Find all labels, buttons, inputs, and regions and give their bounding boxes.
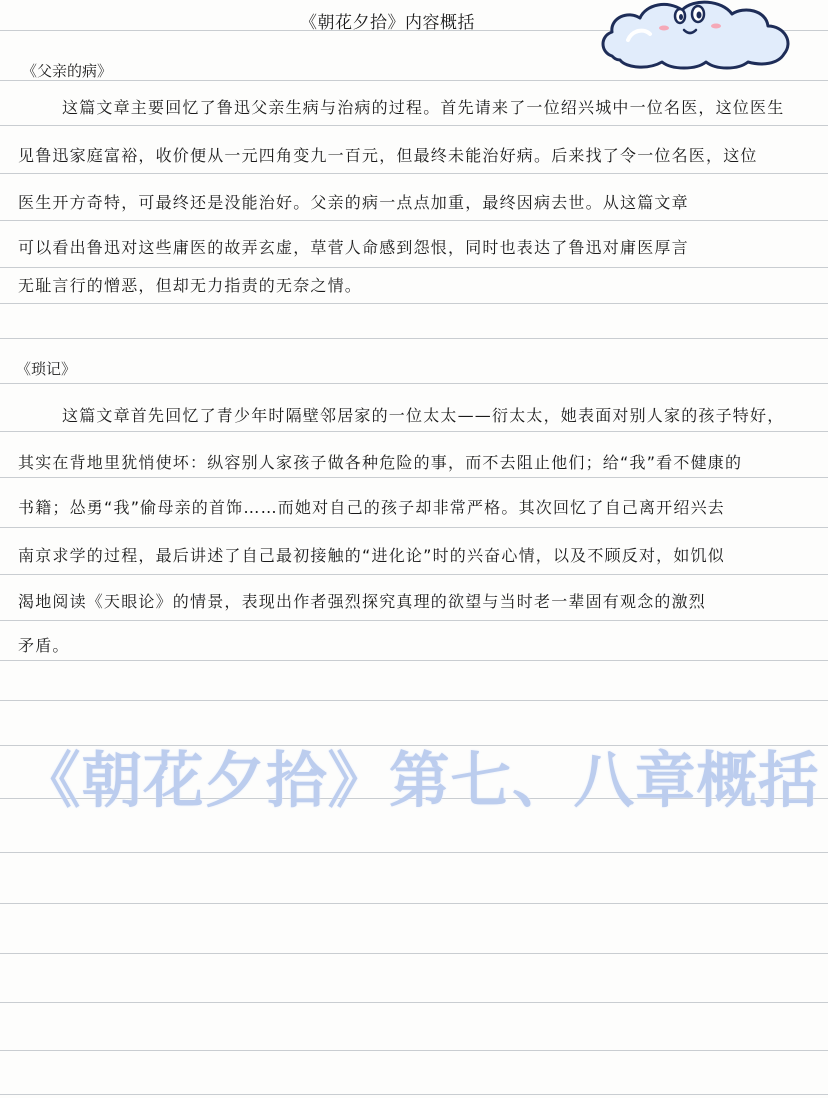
paragraph-line: 南京求学的过程，最后讲述了自己最初接触的“进化论”时的兴奋心情，以及不顾反对，如饥似 xyxy=(18,546,725,565)
paragraph-line: 矛盾。 xyxy=(18,636,70,655)
overlay-caption: 《朝花夕拾》第七、八章概括 xyxy=(20,746,820,816)
ruled-line xyxy=(0,903,828,904)
ruled-line xyxy=(0,660,828,661)
paragraph-line: 书籍；怂勇“我”偷母亲的首饰……而她对自己的孩子却非常严格。其次回忆了自己离开绍兴去 xyxy=(18,498,725,517)
paragraph-line: 无耻言行的憎恶，但却无力指责的无奈之情。 xyxy=(18,276,363,295)
ruled-line xyxy=(0,80,828,81)
ruled-line xyxy=(0,267,828,268)
section-title: 《父亲的病》 xyxy=(22,62,113,80)
paragraph-line: 可以看出鲁迅对这些庸医的故弄玄虚，草菅人命感到怨恨，同时也表达了鲁迅对庸医厚言 xyxy=(18,238,689,257)
paragraph-line: 渴地阅读《天眼论》的情景，表现出作者强烈探究真理的欲望与当时老一辈固有观念的激烈 xyxy=(18,592,707,611)
cloud-face-icon xyxy=(598,0,794,70)
ruled-line xyxy=(0,431,828,432)
ruled-line xyxy=(0,338,828,339)
paragraph-line: 医生开方奇特，可最终还是没能治好。父亲的病一点点加重，最终因病去世。从这篇文章 xyxy=(18,193,689,212)
ruled-line xyxy=(0,125,828,126)
ruled-line xyxy=(0,477,828,478)
ruled-line xyxy=(0,303,828,304)
ruled-line xyxy=(0,1094,828,1095)
ruled-line xyxy=(0,700,828,701)
paragraph-line: 其实在背地里犹悄使坏：纵容别人家孩子做各种危险的事，而不去阻止他们；给“我”看不健康的 xyxy=(18,453,743,472)
paragraph-line: 见鲁迅家庭富裕，收价便从一元四角变九一百元，但最终未能治好病。后来找了令一位名医，这位 xyxy=(18,146,758,165)
ruled-line xyxy=(0,1050,828,1051)
page-title: 《朝花夕拾》内容概括 xyxy=(300,13,475,33)
section-title: 《琐记》 xyxy=(16,360,77,378)
ruled-line xyxy=(0,574,828,575)
ruled-line xyxy=(0,620,828,621)
ruled-line xyxy=(0,1002,828,1003)
ruled-line xyxy=(0,953,828,954)
ruled-line xyxy=(0,173,828,174)
ruled-line xyxy=(0,527,828,528)
ruled-line xyxy=(0,852,828,853)
ruled-line xyxy=(0,220,828,221)
paragraph-line: 这篇文章主要回忆了鲁迅父亲生病与治病的过程。首先请来了一位绍兴城中一位名医，这位医生 xyxy=(62,98,785,117)
ruled-line xyxy=(0,383,828,384)
paragraph-line: 这篇文章首先回忆了青少年时隔壁邻居家的一位太太——衍太太，她表面对别人家的孩子特好， xyxy=(62,406,785,425)
